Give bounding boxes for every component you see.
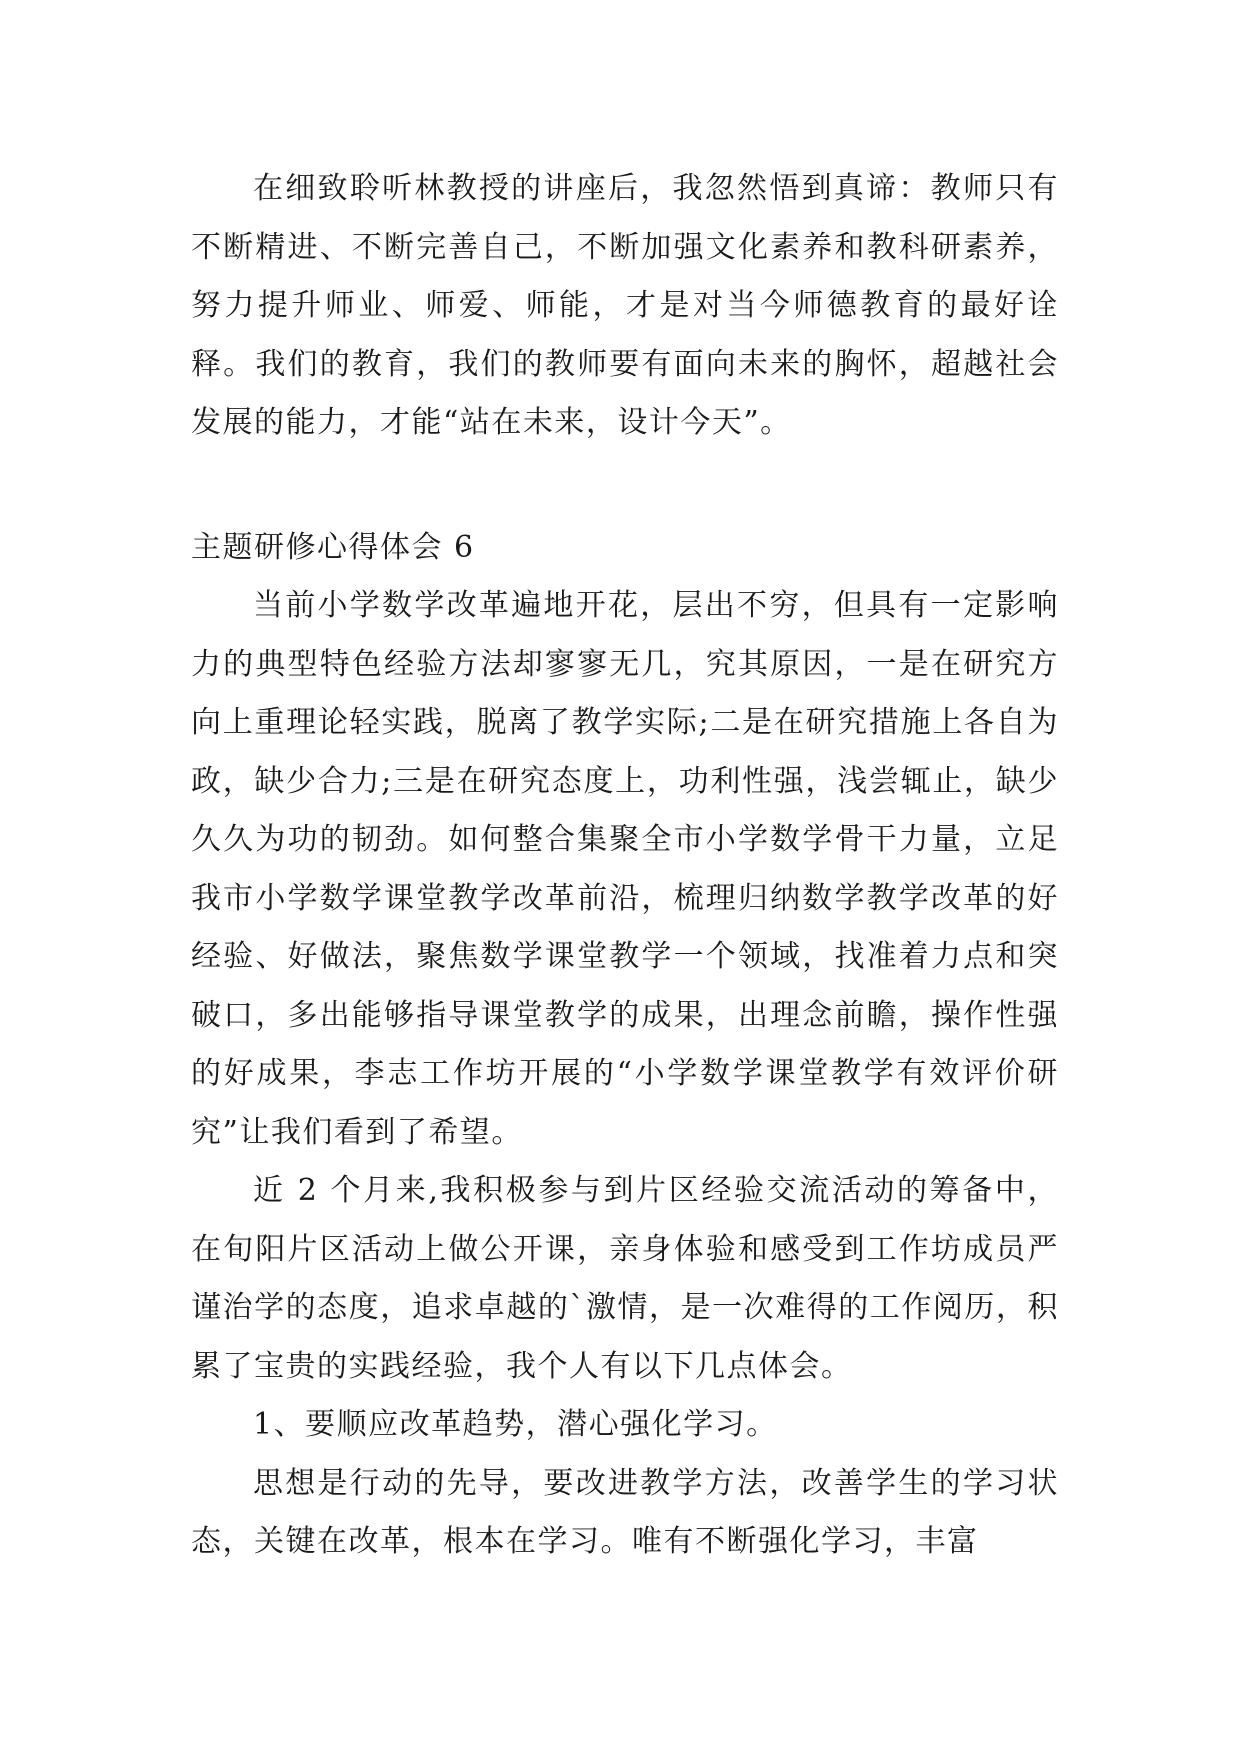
document-body: [191, 160, 1059, 1572]
section-spacer: [191, 453, 1059, 519]
body-paragraph-1: 当前小学数学改革遍地开花，层出不穷，但具有一定影响力的典型特色经验方法却寥寥无几，究其原因，一是在研究方向上重理论轻实践，脱离了教学实际;二是在研究措施上各自为政，缺少合力;三是在研究态度上，功利性强，浅尝辄止，缺少久久为功的韧劲。如何整合集聚全市小学数学骨干力量，立足我市小学数学课堂教学改革前沿，梳理归纳数学教学改革的好经验、好做法，聚焦数学课堂教学一个领域，找准着力点和突破口，多出能够指导课堂教学的成果，出理念前瞻，操作性强的好成果，李志工作坊开展的“小学数学课堂教学有效评价研究”让我们看到了希望。: [191, 588, 1059, 1150]
intro-paragraph: 在细致聆听林教授的讲座后，我忽然悟到真谛：教师只有不断精进、不断完善自己，不断加强文化素养和教科研素养，努力提升师业、师爱、师能，才是对当今师德教育的最好诠释。我们的教育，我们的教师要有面向未来的胸怀，超越社会发展的能力，才能“站在未来，设计今天”。: [191, 171, 1059, 440]
body-paragraph-3: 1、要顺应改革趋势，潜心强化学习。: [253, 1407, 778, 1442]
body-paragraph-2: 近 2 个月来,我积极参与到片区经验交流活动的筹备中，在旬阳片区活动上做公开课，亲身体验和感受到工作坊成员严谨治学的态度，追求卓越的`激情，是一次难得的工作阅历，积累了宝贵的实践经验，我个人有以下几点体会。: [191, 1173, 1059, 1384]
body-paragraph-4: 思想是行动的先导，要改进教学方法，改善学生的学习状态，关键在改革，根本在学习。唯有不断强化学习，丰富: [191, 1465, 1059, 1559]
section-title: 主题研修心得体会 6: [191, 529, 475, 565]
